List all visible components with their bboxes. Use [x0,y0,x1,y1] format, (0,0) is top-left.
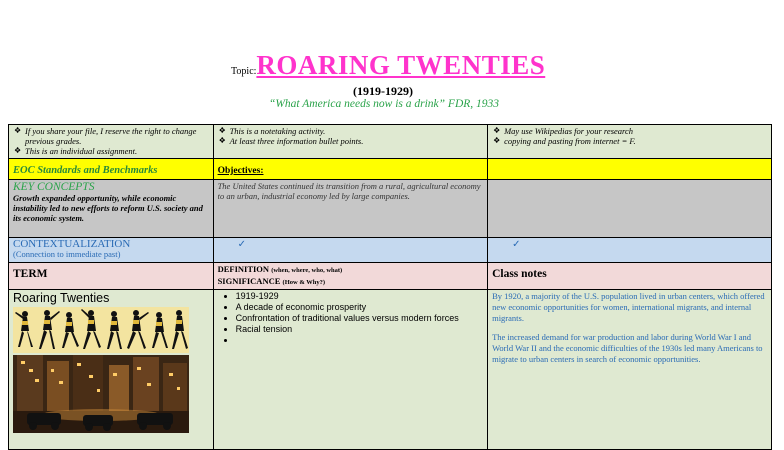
quote-line [0,98,784,110]
definition-label: DEFINITION [217,264,270,274]
rule-item: ❖ copying and pasting from internet = F. [504,136,767,146]
contextualization-check-cell-1 [213,238,488,263]
significance-hint: (How & Why?) [282,279,326,286]
check-icon: ✓ [237,239,246,250]
note-paragraph: By 1920, a majority of the U.S. population lived in urban centers, which offered new economic opportunities for women, international migrants, and internal migrants. [492,291,765,323]
significance-label: SIGNIFICANCE [217,276,281,286]
fact-item: • 1919-1929 [236,291,484,302]
contextualization-row [9,238,772,263]
contextualization-subtitle: (Connection to immediate past) [13,249,121,259]
class-notes [492,291,767,365]
key-concepts-row [9,180,772,238]
class-notes-header-cell [488,263,772,290]
contextualization-cell [9,238,214,263]
rule-item: ❖ If you share your file, I reserve the right to change previous grades. [25,126,209,146]
definition-hint: (when, where, who, what) [271,267,343,274]
rules-row [9,125,772,159]
rules-cell-2 [213,125,488,159]
fact-item: • Confrontation of traditional values versus modern forces [236,313,484,324]
page-title: ROARING TWENTIES [256,50,546,80]
years-line [0,84,784,99]
key-concepts-desc: The United States continued its transition from a rural, agricultural economy to an urban, industrial economy led by large companies. [217,181,481,201]
flapper-dancers-image [13,307,189,353]
key-concepts-empty-cell [488,180,772,238]
city-illustration [13,355,189,433]
term-name: Roaring Twenties [13,291,110,305]
eoc-label: EOC Standards and Benchmarks [13,165,158,176]
years: (1919-1929) [353,84,413,98]
eoc-empty-cell [488,159,772,180]
rules-cell-1 [9,125,214,159]
definition-header [218,264,484,276]
class-notes-cell [488,290,772,450]
eoc-row [9,159,772,180]
fact-item [236,335,484,346]
significance-header [218,276,484,288]
rule-item: ❖ This is a notetaking activity. [230,126,484,136]
rule-item: ❖ At least three information bullet points. [230,136,484,146]
key-concepts-title: KEY CONCEPTS [13,181,95,193]
dancers-illustration [13,307,189,353]
rule-item: ❖ This is an individual assignment. [25,146,209,156]
term-cell [9,290,214,450]
fact-item: • Racial tension [236,324,484,335]
fact-item: • A decade of economic prosperity [236,302,484,313]
page-header [0,50,784,114]
definition-cell [213,290,488,450]
eoc-cell [9,159,214,180]
key-concepts-cell [9,180,214,238]
fact-list [218,291,484,346]
note-paragraph: The increased demand for war production and labor during World War I and World War II and the economic difficulties of the 1930s led many Americans to migrate to urban centers in search of economic opportunities. [492,332,763,364]
class-notes-header: Class notes [492,268,547,280]
contextualization-check-cell-2 [488,238,772,263]
quote: “What America needs now is a drink” FDR, 1933 [268,98,500,110]
contextualization-title: CONTEXTUALIZATION [13,238,131,250]
rule-item: ❖ May use Wikipedias for your research [504,126,767,136]
term-header: TERM [13,268,48,280]
rules-cell-3 [488,125,772,159]
column-header-row [9,263,772,290]
term-row [9,290,772,450]
term-header-cell [9,263,214,290]
topic-label: Topic: [231,66,257,77]
notes-table [8,124,772,450]
check-icon: ✓ [512,239,521,250]
topic-line [231,50,545,81]
definition-header-cell [213,263,488,290]
key-concepts-desc-cell [213,180,488,238]
objectives-label: Objectives: [217,166,264,176]
city-street-image [13,355,189,433]
objectives-cell [213,159,488,180]
key-concepts-body: Growth expanded opportunity, while economic instability led to new efforts to reform U.S. society and its economic system. [13,193,203,223]
